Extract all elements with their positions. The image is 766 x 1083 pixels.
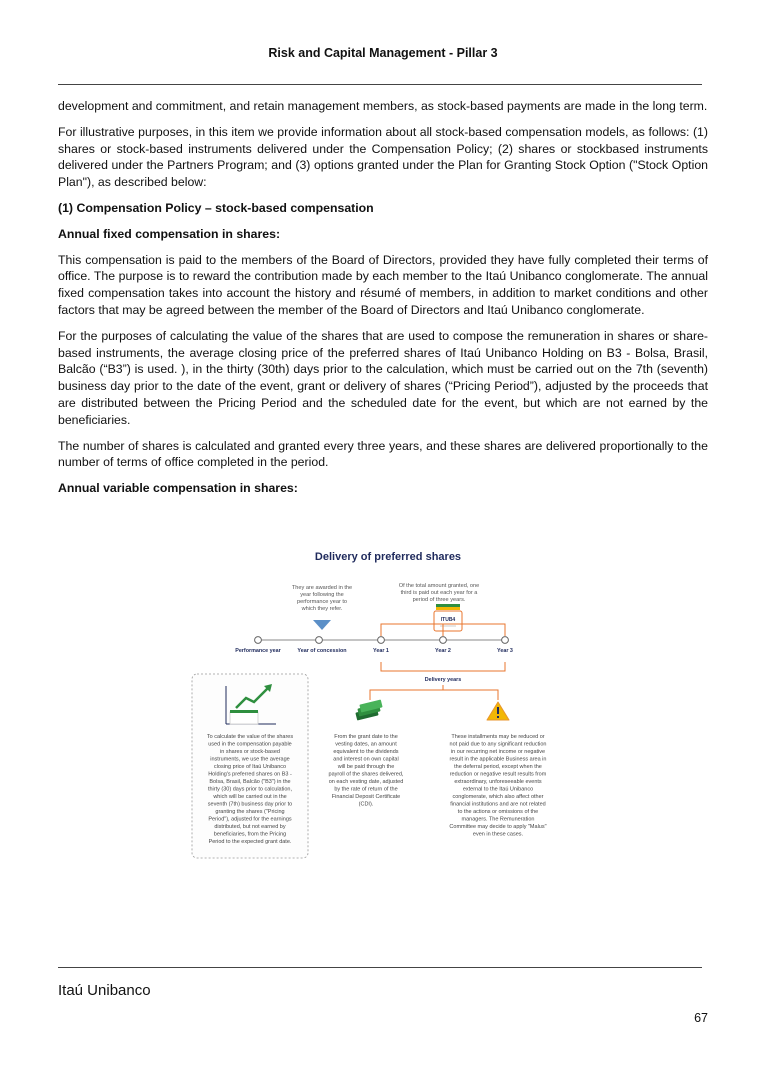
pricing-box-line: granting the shares ("Pricing bbox=[215, 809, 285, 815]
dividends-line: payroll of the shares delivered, bbox=[328, 771, 404, 778]
delivery-figure bbox=[180, 540, 560, 860]
paragraph-2: For illustrative purposes, in this item we provide information about all stock-based compensation models, as follows: (1) shares or stock-based instruments delivered under the Compensation Policy; (2) shares or stockbased instruments delivered under the Partners Program; and (3) options granted under the Plan for Granting Stock Option ("Stock Option Plan"), as described below: bbox=[58, 124, 708, 190]
section-heading-compensation-policy: (1) Compensation Policy – stock-based compensation bbox=[58, 200, 374, 215]
malus-line: in our recurring net income or negative bbox=[450, 749, 546, 755]
malus-line: These installments may be reduced or bbox=[451, 734, 545, 740]
note-installments-line: Of the total amount granted, one bbox=[398, 583, 480, 589]
timeline-label-year-of-concession: Year of concession bbox=[297, 648, 347, 654]
paragraph-5: The number of shares is calculated and granted every three years, and these shares are delivered proportionally to the number of terms of office completed in the period. bbox=[58, 438, 708, 470]
subheading-annual-fixed: Annual fixed compensation in shares: bbox=[58, 226, 281, 241]
share-certificate-icon bbox=[434, 604, 462, 631]
dividends-line: From the grant date to the bbox=[334, 734, 398, 740]
malus-line: to the actions or omissions of the bbox=[457, 809, 539, 815]
note-awarded-line: which they refer. bbox=[301, 606, 343, 612]
dividends-text bbox=[329, 734, 404, 808]
paragraph-4: For the purposes of calculating the value of the shares that are used to compose the remuneration in shares or share-based instruments, the average closing price of the preferred shares of Itaú Unibanco Holding on B3 - Bolsa, Brasil, Balcão (“B3”) is used. ), in the thirty (30th) days prior to the calculation, which must be carried out on the 7th (seventh) business day prior to the date of the event, grant or delivery of shares (“Pricing Period”), adjusted by the proceeds that are distributed between the Pricing Period and the scheduled date for the event, but which are not earned by the beneficiaries. bbox=[58, 328, 708, 427]
pricing-box-line: Holding's preferred shares on B3 - bbox=[208, 771, 292, 778]
footer-company: Itaú Unibanco bbox=[58, 982, 151, 999]
note-awarded-line: performance year to bbox=[296, 599, 348, 605]
note-awarded bbox=[292, 585, 352, 612]
pricing-box-line: Period to the expected grant date. bbox=[208, 839, 292, 845]
figure-title: Delivery of preferred shares bbox=[314, 551, 462, 563]
ticker-label: ITUB4 bbox=[440, 617, 456, 623]
page-header: Risk and Capital Management - Pillar 3 bbox=[268, 46, 498, 60]
delivery-years-label: Delivery years bbox=[424, 677, 462, 683]
pricing-box-line: instruments, we use the average bbox=[210, 756, 290, 763]
timeline-label-performance-year: Performance year bbox=[235, 648, 281, 654]
warning-icon bbox=[487, 702, 509, 720]
dividends-line: equivalent to the dividends bbox=[333, 749, 399, 755]
pricing-box-line: used in the compensation payable bbox=[208, 741, 292, 748]
dividends-line: by the rate of return of the bbox=[334, 786, 398, 793]
footer-divider bbox=[58, 967, 702, 968]
note-awarded-line: year following the bbox=[300, 592, 344, 598]
dividends-line: on each vesting date, adjusted bbox=[328, 779, 404, 785]
malus-line: conglomerate, which also affect other bbox=[452, 794, 544, 800]
pricing-box-line: seventh (7th) business day prior to bbox=[207, 801, 293, 808]
dividends-line: and interest on own capital bbox=[333, 756, 399, 763]
down-arrow-icon bbox=[313, 620, 331, 630]
pricing-box-line: Bolsa, Brasil, Balcão ("B3") in the bbox=[209, 779, 291, 785]
malus-line: extraordinary, unforeseeable events bbox=[454, 779, 542, 785]
note-awarded-line: They are awarded in the bbox=[291, 585, 353, 591]
dividends-line: vesting dates, an amount bbox=[335, 741, 397, 748]
malus-line: external to the Itaú Unibanco bbox=[462, 786, 534, 793]
malus-line: result in the applicable Business area in bbox=[449, 756, 547, 763]
malus-line: Committee may decide to apply "Malus" bbox=[449, 824, 547, 830]
malus-line: the deferral period, except when the bbox=[454, 764, 542, 770]
note-installments bbox=[399, 583, 480, 603]
delivery-years-bracket bbox=[381, 662, 505, 671]
malus-line: even in these cases. bbox=[472, 831, 524, 838]
money-icon bbox=[355, 699, 382, 720]
dividends-line: Financial Deposit Certificate bbox=[331, 794, 401, 800]
dividends-line: will be paid through the bbox=[337, 764, 395, 770]
timeline-node bbox=[378, 637, 385, 644]
pricing-box-line: beneficiaries, from the Pricing bbox=[213, 831, 287, 838]
timeline-label-year-1: Year 1 bbox=[373, 648, 389, 654]
malus-line: managers. The Remuneration bbox=[461, 816, 535, 823]
pricing-box-line: closing price of Itaú Unibanco bbox=[213, 764, 287, 770]
pricing-box-line: thirty (30) days prior to calculation, bbox=[207, 786, 293, 793]
dividends-line: (CDI). bbox=[358, 801, 374, 808]
pricing-box-line: in shares or stock-based bbox=[220, 749, 280, 755]
malus-text bbox=[449, 734, 546, 838]
paragraph-3: This compensation is paid to the members of the Board of Directors, provided they have fully completed their terms of office. The purpose is to reward the contribution made by each member to the Itaú Unibanco conglomerate. The annual fixed compensation takes into account the history and résumé of members, in addition to market conditions and other factors that may be agreed between the member of the Board of Directors and Itaú Unibanco conglomerate. bbox=[58, 252, 708, 317]
timeline-node bbox=[440, 637, 447, 644]
paragraph-1: development and commitment, and retain management members, as stock-based payments are made in the long term. bbox=[58, 99, 708, 113]
header-divider bbox=[58, 84, 702, 85]
pricing-box-line: To calculate the value of the shares bbox=[206, 734, 294, 740]
pricing-box-line: which will be carried out in the bbox=[213, 794, 287, 800]
subheading-annual-variable: Annual variable compensation in shares: bbox=[58, 481, 298, 496]
malus-line: financial institutions and are not related bbox=[450, 801, 546, 808]
malus-line: reduction or negative result results from bbox=[449, 771, 547, 778]
pricing-box-line: Period"), adjusted for the earnings bbox=[208, 816, 292, 823]
pricing-box-line: distributed, but not earned by bbox=[214, 824, 286, 830]
timeline-label-year-2: Year 2 bbox=[435, 648, 451, 654]
timeline-node bbox=[255, 637, 262, 644]
delivery-diagram bbox=[180, 540, 560, 860]
timeline-label-year-3: Year 3 bbox=[497, 648, 513, 654]
malus-line: not paid due to any significant reduction bbox=[449, 741, 547, 748]
timeline-node bbox=[316, 637, 323, 644]
note-installments-line: period of three years. bbox=[412, 597, 466, 603]
note-installments-line: third is paid out each year for a bbox=[400, 590, 478, 596]
page-number: 67 bbox=[694, 1011, 708, 1025]
body-content bbox=[58, 98, 708, 506]
delivery-branch bbox=[370, 690, 498, 700]
timeline-node bbox=[502, 637, 509, 644]
